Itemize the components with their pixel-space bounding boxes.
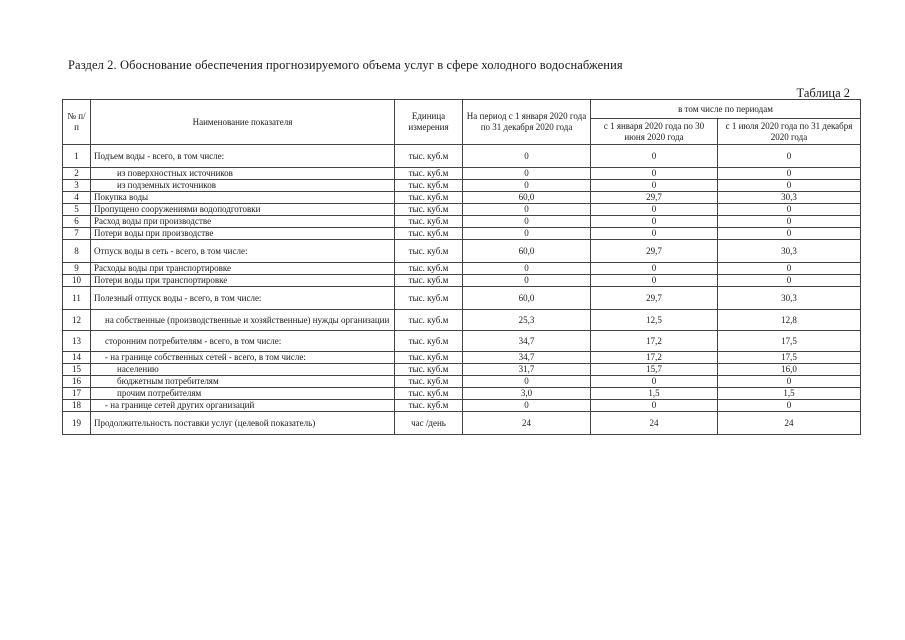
unit-cell: тыс. куб.м xyxy=(395,180,463,192)
row-number: 7 xyxy=(63,228,91,240)
total-value: 0 xyxy=(463,216,591,228)
unit-cell: тыс. куб.м xyxy=(395,192,463,204)
row-number: 15 xyxy=(63,364,91,376)
total-value: 60,0 xyxy=(463,192,591,204)
table-row xyxy=(63,412,861,435)
indicator-name: Подъем воды - всего, в том числе: xyxy=(91,145,395,168)
row-number: 18 xyxy=(63,400,91,412)
unit-cell: час /день xyxy=(395,412,463,435)
total-value: 24 xyxy=(463,412,591,435)
table-row xyxy=(63,400,861,412)
header-second-half: с 1 июля 2020 года по 31 декабря 2020 года xyxy=(718,119,861,145)
table-row xyxy=(63,263,861,275)
row-number: 3 xyxy=(63,180,91,192)
first-half-value: 0 xyxy=(591,216,718,228)
unit-cell: тыс. куб.м xyxy=(395,216,463,228)
first-half-value: 15,7 xyxy=(591,364,718,376)
second-half-value: 0 xyxy=(718,168,861,180)
indicator-name: сторонним потребителям - всего, в том числе: xyxy=(91,331,395,352)
total-value: 34,7 xyxy=(463,352,591,364)
row-number: 12 xyxy=(63,310,91,331)
total-value: 0 xyxy=(463,180,591,192)
unit-cell: тыс. куб.м xyxy=(395,364,463,376)
first-half-value: 0 xyxy=(591,180,718,192)
second-half-value: 17,5 xyxy=(718,352,861,364)
unit-cell: тыс. куб.м xyxy=(395,400,463,412)
row-number: 13 xyxy=(63,331,91,352)
table-row xyxy=(63,168,861,180)
total-value: 31,7 xyxy=(463,364,591,376)
total-value: 0 xyxy=(463,168,591,180)
second-half-value: 17,5 xyxy=(718,331,861,352)
second-half-value: 0 xyxy=(718,275,861,287)
first-half-value: 24 xyxy=(591,412,718,435)
table-row xyxy=(63,310,861,331)
second-half-value: 0 xyxy=(718,180,861,192)
unit-cell: тыс. куб.м xyxy=(395,287,463,310)
unit-cell: тыс. куб.м xyxy=(395,331,463,352)
indicator-name: Полезный отпуск воды - всего, в том числе: xyxy=(91,287,395,310)
first-half-value: 1,5 xyxy=(591,388,718,400)
table-row xyxy=(63,145,861,168)
row-number: 4 xyxy=(63,192,91,204)
first-half-value: 0 xyxy=(591,145,718,168)
table-row xyxy=(63,192,861,204)
second-half-value: 0 xyxy=(718,228,861,240)
indicator-name: - на границе сетей других организаций xyxy=(91,400,395,412)
indicator-name: на собственные (производственные и хозяйственные) нужды организации xyxy=(91,310,395,331)
unit-cell: тыс. куб.м xyxy=(395,275,463,287)
row-number: 5 xyxy=(63,204,91,216)
second-half-value: 30,3 xyxy=(718,240,861,263)
indicator-name: Отпуск воды в сеть - всего, в том числе: xyxy=(91,240,395,263)
first-half-value: 17,2 xyxy=(591,352,718,364)
table-row xyxy=(63,331,861,352)
total-value: 25,3 xyxy=(463,310,591,331)
first-half-value: 0 xyxy=(591,228,718,240)
indicator-name: Потери воды при транспортировке xyxy=(91,275,395,287)
first-half-value: 0 xyxy=(591,376,718,388)
table-row xyxy=(63,376,861,388)
table-body xyxy=(63,145,861,435)
header-subperiods: в том числе по периодам xyxy=(591,100,861,119)
indicator-name: из поверхностных источников xyxy=(91,168,395,180)
first-half-value: 12,5 xyxy=(591,310,718,331)
table-row xyxy=(63,364,861,376)
indicator-name: населению xyxy=(91,364,395,376)
table-row xyxy=(63,228,861,240)
indicator-name: Продолжительность поставки услуг (целевой показатель) xyxy=(91,412,395,435)
table-label: Таблица 2 xyxy=(796,86,850,100)
second-half-value: 30,3 xyxy=(718,192,861,204)
row-number: 8 xyxy=(63,240,91,263)
unit-cell: тыс. куб.м xyxy=(395,376,463,388)
second-half-value: 0 xyxy=(718,263,861,275)
unit-cell: тыс. куб.м xyxy=(395,310,463,331)
first-half-value: 29,7 xyxy=(591,240,718,263)
row-number: 10 xyxy=(63,275,91,287)
table-row xyxy=(63,216,861,228)
indicator-name: Потери воды при производстве xyxy=(91,228,395,240)
row-number: 11 xyxy=(63,287,91,310)
indicator-name: Покупка воды xyxy=(91,192,395,204)
unit-cell: тыс. куб.м xyxy=(395,168,463,180)
total-value: 0 xyxy=(463,228,591,240)
header-name: Наименование показателя xyxy=(91,100,395,145)
first-half-value: 29,7 xyxy=(591,287,718,310)
second-half-value: 12,8 xyxy=(718,310,861,331)
unit-cell: тыс. куб.м xyxy=(395,145,463,168)
indicator-name: Расходы воды при транспортировке xyxy=(91,263,395,275)
second-half-value: 0 xyxy=(718,145,861,168)
table-row xyxy=(63,352,861,364)
first-half-value: 29,7 xyxy=(591,192,718,204)
total-value: 3,0 xyxy=(463,388,591,400)
row-number: 17 xyxy=(63,388,91,400)
total-value: 0 xyxy=(463,275,591,287)
second-half-value: 0 xyxy=(718,376,861,388)
row-number: 19 xyxy=(63,412,91,435)
total-value: 0 xyxy=(463,145,591,168)
total-value: 0 xyxy=(463,204,591,216)
total-value: 60,0 xyxy=(463,240,591,263)
second-half-value: 0 xyxy=(718,400,861,412)
unit-cell: тыс. куб.м xyxy=(395,228,463,240)
first-half-value: 0 xyxy=(591,400,718,412)
indicator-name: из подземных источников xyxy=(91,180,395,192)
second-half-value: 1,5 xyxy=(718,388,861,400)
unit-cell: тыс. куб.м xyxy=(395,352,463,364)
table-row xyxy=(63,388,861,400)
header-period: На период с 1 января 2020 года по 31 декабря 2020 года xyxy=(463,100,591,145)
row-number: 6 xyxy=(63,216,91,228)
indicator-name: Пропущено сооружениями водоподготовки xyxy=(91,204,395,216)
total-value: 0 xyxy=(463,400,591,412)
row-number: 14 xyxy=(63,352,91,364)
first-half-value: 0 xyxy=(591,168,718,180)
row-number: 2 xyxy=(63,168,91,180)
total-value: 60,0 xyxy=(463,287,591,310)
table-row xyxy=(63,287,861,310)
table-row xyxy=(63,204,861,216)
first-half-value: 0 xyxy=(591,275,718,287)
table-row xyxy=(63,240,861,263)
total-value: 0 xyxy=(463,376,591,388)
second-half-value: 30,3 xyxy=(718,287,861,310)
row-number: 9 xyxy=(63,263,91,275)
row-number: 16 xyxy=(63,376,91,388)
first-half-value: 17,2 xyxy=(591,331,718,352)
indicator-name: прочим потребителям xyxy=(91,388,395,400)
unit-cell: тыс. куб.м xyxy=(395,240,463,263)
row-number: 1 xyxy=(63,145,91,168)
second-half-value: 0 xyxy=(718,204,861,216)
table-row xyxy=(63,275,861,287)
first-half-value: 0 xyxy=(591,263,718,275)
header-num: № п/п xyxy=(63,100,91,145)
header-unit: Единица измерения xyxy=(395,100,463,145)
indicator-name: бюджетным потребителям xyxy=(91,376,395,388)
unit-cell: тыс. куб.м xyxy=(395,204,463,216)
total-value: 0 xyxy=(463,263,591,275)
unit-cell: тыс. куб.м xyxy=(395,388,463,400)
first-half-value: 0 xyxy=(591,204,718,216)
indicator-table xyxy=(62,99,861,435)
unit-cell: тыс. куб.м xyxy=(395,263,463,275)
table-row xyxy=(63,180,861,192)
indicator-name: - на границе собственных сетей - всего, в том числе: xyxy=(91,352,395,364)
indicator-name: Расход воды при производстве xyxy=(91,216,395,228)
header-first-half: с 1 января 2020 года по 30 июня 2020 года xyxy=(591,119,718,145)
second-half-value: 0 xyxy=(718,216,861,228)
total-value: 34,7 xyxy=(463,331,591,352)
section-title: Раздел 2. Обоснование обеспечения прогнозируемого объема услуг в сфере холодного водоснабжения xyxy=(68,58,623,72)
second-half-value: 16,0 xyxy=(718,364,861,376)
second-half-value: 24 xyxy=(718,412,861,435)
